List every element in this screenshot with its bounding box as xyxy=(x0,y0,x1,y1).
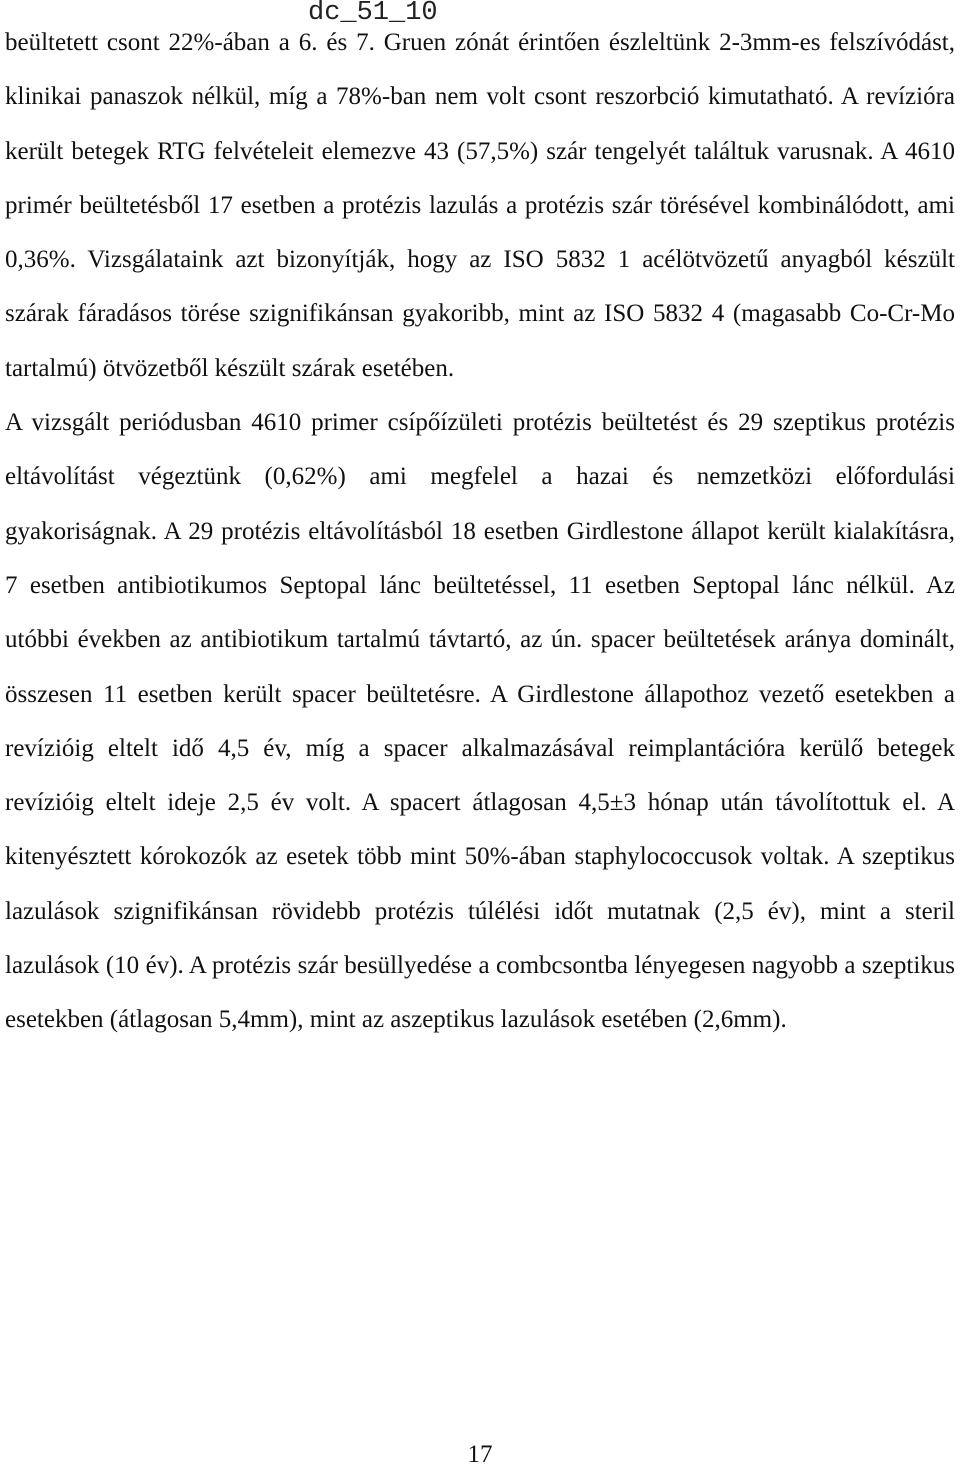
body-paragraph-2: A vizsgált periódusban 4610 primer csípőízületi protézis beültetést és 29 szeptikus protézis eltávolítást végeztünk (0,62%) ami megfelel a hazai és nemzetközi előfordulási gyakoriságnak. A 29 protézis eltávolításból 18 esetben Girdlestone állapot került kialakításra, 7 esetben antibiotikumos Septopal lánc beültetéssel, 11 esetben Septopal lánc nélkül. Az utóbbi években az antibiotikum tartalmú távtartó, az ún. spacer beültetések aránya dominált, összesen 11 esetben került spacer beültetésre. A Girdlestone állapothoz vezető esetekben a revízióig eltelt idő 4,5 év, míg a spacer alkalmazásával reimplantációra kerülő betegek revízióig eltelt ideje 2,5 év volt. A spacert átlagosan 4,5±3 hónap után távolítottuk el. A kitenyésztett kórokozók az esetek több mint 50%-ában staphylococcusok voltak. A szeptikus lazulások szignifikánsan rövidebb protézis túlélési időt mutatnak (2,5 év), mint a steril lazulások (10 év). A protézis szár besüllyedése a combcsontba lényegesen nagyobb a szeptikus esetekben (átlagosan 5,4mm), mint az aszeptikus lazulások esetében (2,6mm). xyxy=(5,409,955,1034)
document-id-header: dc_51_10 xyxy=(308,0,438,28)
page-number: 17 xyxy=(467,1441,493,1468)
page-body xyxy=(5,16,955,1048)
body-paragraph-1: beültetett csont 22%-ában a 6. és 7. Gruen zónát érintően észleltünk 2-3mm-es felszívódást, klinikai panaszok nélkül, míg a 78%-ban nem volt csont reszorbció kimutatható. A revízióra került betegek RTG felvételeit elemezve 43 (57,5%) szár tengelyét találtuk varusnak. A 4610 primér beültetésből 17 esetben a protézis lazulás a protézis szár törésével kombinálódott, ami 0,36%. Vizsgálataink azt bizonyítják, hogy az ISO 5832 1 acélötvözetű anyagból készült szárak fáradásos törése szignifikánsan gyakoribb, mint az ISO 5832 4 (magasabb Co-Cr-Mo tartalmú) ötvözetből készült szárak esetében. xyxy=(5,29,955,382)
